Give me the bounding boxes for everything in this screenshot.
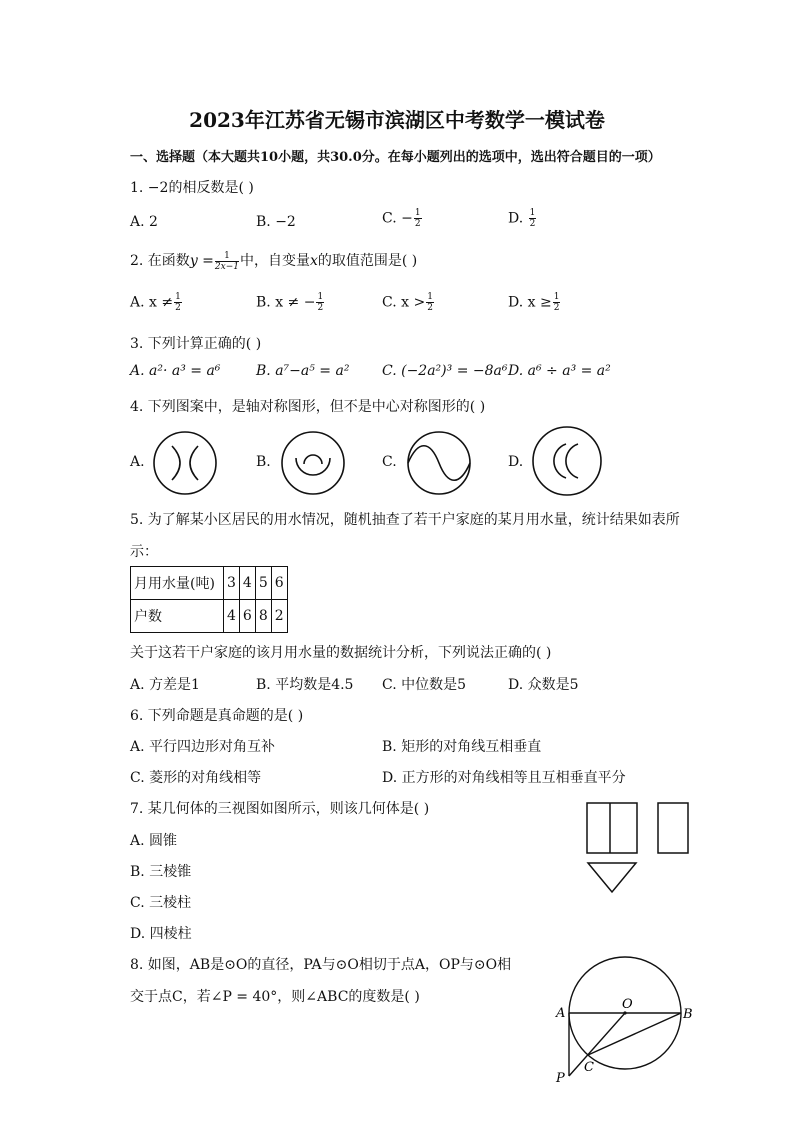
question-8-stem: 8. 如图，AB是⊙O的直径，PA与⊙O相切于点A，OP与⊙O相 bbox=[130, 957, 512, 973]
table-cell: 8 bbox=[255, 600, 271, 633]
question-3-option-c: C. (−2a²)³ = −8a⁶ bbox=[382, 363, 508, 379]
table-cell: 6 bbox=[271, 567, 287, 600]
exam-title: 2023年江苏省无锡市滨湖区中考数学一模试卷 bbox=[189, 108, 605, 132]
question-2-option-c: C. x > $\frac{1}{2}$ bbox=[382, 292, 433, 313]
question-3-option-d: D. a⁶ ÷ a³ = a² bbox=[508, 363, 611, 379]
label-b: B bbox=[683, 1007, 693, 1022]
table-row bbox=[131, 567, 288, 600]
section-heading: 一、选择题（本大题共10小题，共30.0分。在每小题列出的选项中，选出符合题目的一项） bbox=[130, 150, 661, 165]
question-6-option-d: D. 正方形的对角线相等且互相垂直平分 bbox=[382, 770, 626, 786]
question-3-option-b: B. a⁷−a⁵ = a² bbox=[256, 363, 350, 379]
circle-tangent-figure bbox=[552, 958, 702, 1088]
question-1-stem: 1. −2的相反数是( ) bbox=[130, 180, 254, 196]
three-view-drawing bbox=[586, 802, 696, 898]
question-6-option-a: A. 平行四边形对角互补 bbox=[130, 739, 276, 755]
question-2-stem: 2. 在函数y = $\frac{1}{2x-1}$ 中，自变量x的取值范围是( ) bbox=[130, 250, 418, 272]
question-3-option-a: A. a²· a³ = a⁶ bbox=[130, 363, 221, 379]
question-1-option-d: D. $\frac{1}{2}$ bbox=[508, 208, 536, 229]
question-7-option-b: B. 三棱锥 bbox=[130, 864, 192, 880]
question-4-stem: 4. 下列图案中，是轴对称图形，但不是中心对称图形的( ) bbox=[130, 399, 486, 415]
table-header-cell: 月用水量(吨) bbox=[131, 567, 224, 600]
question-4-option-c: C. bbox=[382, 454, 397, 470]
figure-a-symbol bbox=[150, 428, 220, 498]
question-5-stem: 5. 为了解某小区居民的用水情况，随机抽查了若干户家庭的某月用水量，统计结果如表所 bbox=[130, 512, 680, 528]
table-cell: 4 bbox=[224, 600, 240, 633]
question-5-option-b: B. 平均数是4.5 bbox=[256, 677, 354, 693]
question-4-option-b: B. bbox=[256, 454, 271, 470]
question-5-followup: 关于这若干户家庭的该月用水量的数据统计分析，下列说法正确的( ) bbox=[130, 645, 552, 661]
question-2-option-d: D. x ≥ $\frac{1}{2}$ bbox=[508, 292, 560, 313]
question-4-option-d: D. bbox=[508, 454, 524, 470]
table-header-cell: 户数 bbox=[131, 600, 224, 633]
label-o: O bbox=[622, 997, 633, 1012]
label-c: C bbox=[584, 1060, 594, 1075]
question-7-option-c: C. 三棱柱 bbox=[130, 895, 192, 911]
label-a: A bbox=[556, 1006, 566, 1021]
question-3-stem: 3. 下列计算正确的( ) bbox=[130, 336, 262, 352]
table-cell: 3 bbox=[224, 567, 240, 600]
question-5-option-d: D. 众数是5 bbox=[508, 677, 579, 693]
question-7-option-d: D. 四棱柱 bbox=[130, 926, 192, 942]
table-cell: 4 bbox=[239, 567, 255, 600]
table-cell: 6 bbox=[239, 600, 255, 633]
water-usage-table bbox=[130, 566, 288, 633]
question-7-stem: 7. 某几何体的三视图如图所示，则该几何体是( ) bbox=[130, 801, 430, 817]
table-row bbox=[131, 600, 288, 633]
question-2-option-b: B. x ≠ − $\frac{1}{2}$ bbox=[256, 292, 324, 313]
question-1-option-b: B. −2 bbox=[256, 214, 296, 230]
question-5-stem-line2: 示： bbox=[130, 544, 158, 560]
question-6-option-b: B. 矩形的对角线互相垂直 bbox=[382, 739, 542, 755]
figure-c-symbol bbox=[404, 428, 474, 498]
figure-d-symbol bbox=[530, 424, 604, 498]
question-2-option-a: A. x ≠ $\frac{1}{2}$ bbox=[130, 292, 181, 313]
question-6-option-c: C. 菱形的对角线相等 bbox=[130, 770, 262, 786]
question-1-option-a: A. 2 bbox=[130, 214, 158, 230]
question-4-option-a: A. bbox=[130, 454, 145, 470]
table-cell: 2 bbox=[271, 600, 287, 633]
table-cell: 5 bbox=[255, 567, 271, 600]
question-6-stem: 6. 下列命题是真命题的是( ) bbox=[130, 708, 304, 724]
question-7-option-a: A. 圆锥 bbox=[130, 833, 178, 849]
question-5-option-a: A. 方差是1 bbox=[130, 677, 200, 693]
question-5-option-c: C. 中位数是5 bbox=[382, 677, 467, 693]
question-1-option-c: C. − $\frac{1}{2}$ bbox=[382, 208, 421, 229]
label-p: P bbox=[556, 1071, 565, 1086]
figure-b-symbol bbox=[278, 428, 348, 498]
question-8-stem-line2: 交于点C，若∠P = 40°，则∠ABC的度数是( ) bbox=[130, 989, 420, 1005]
